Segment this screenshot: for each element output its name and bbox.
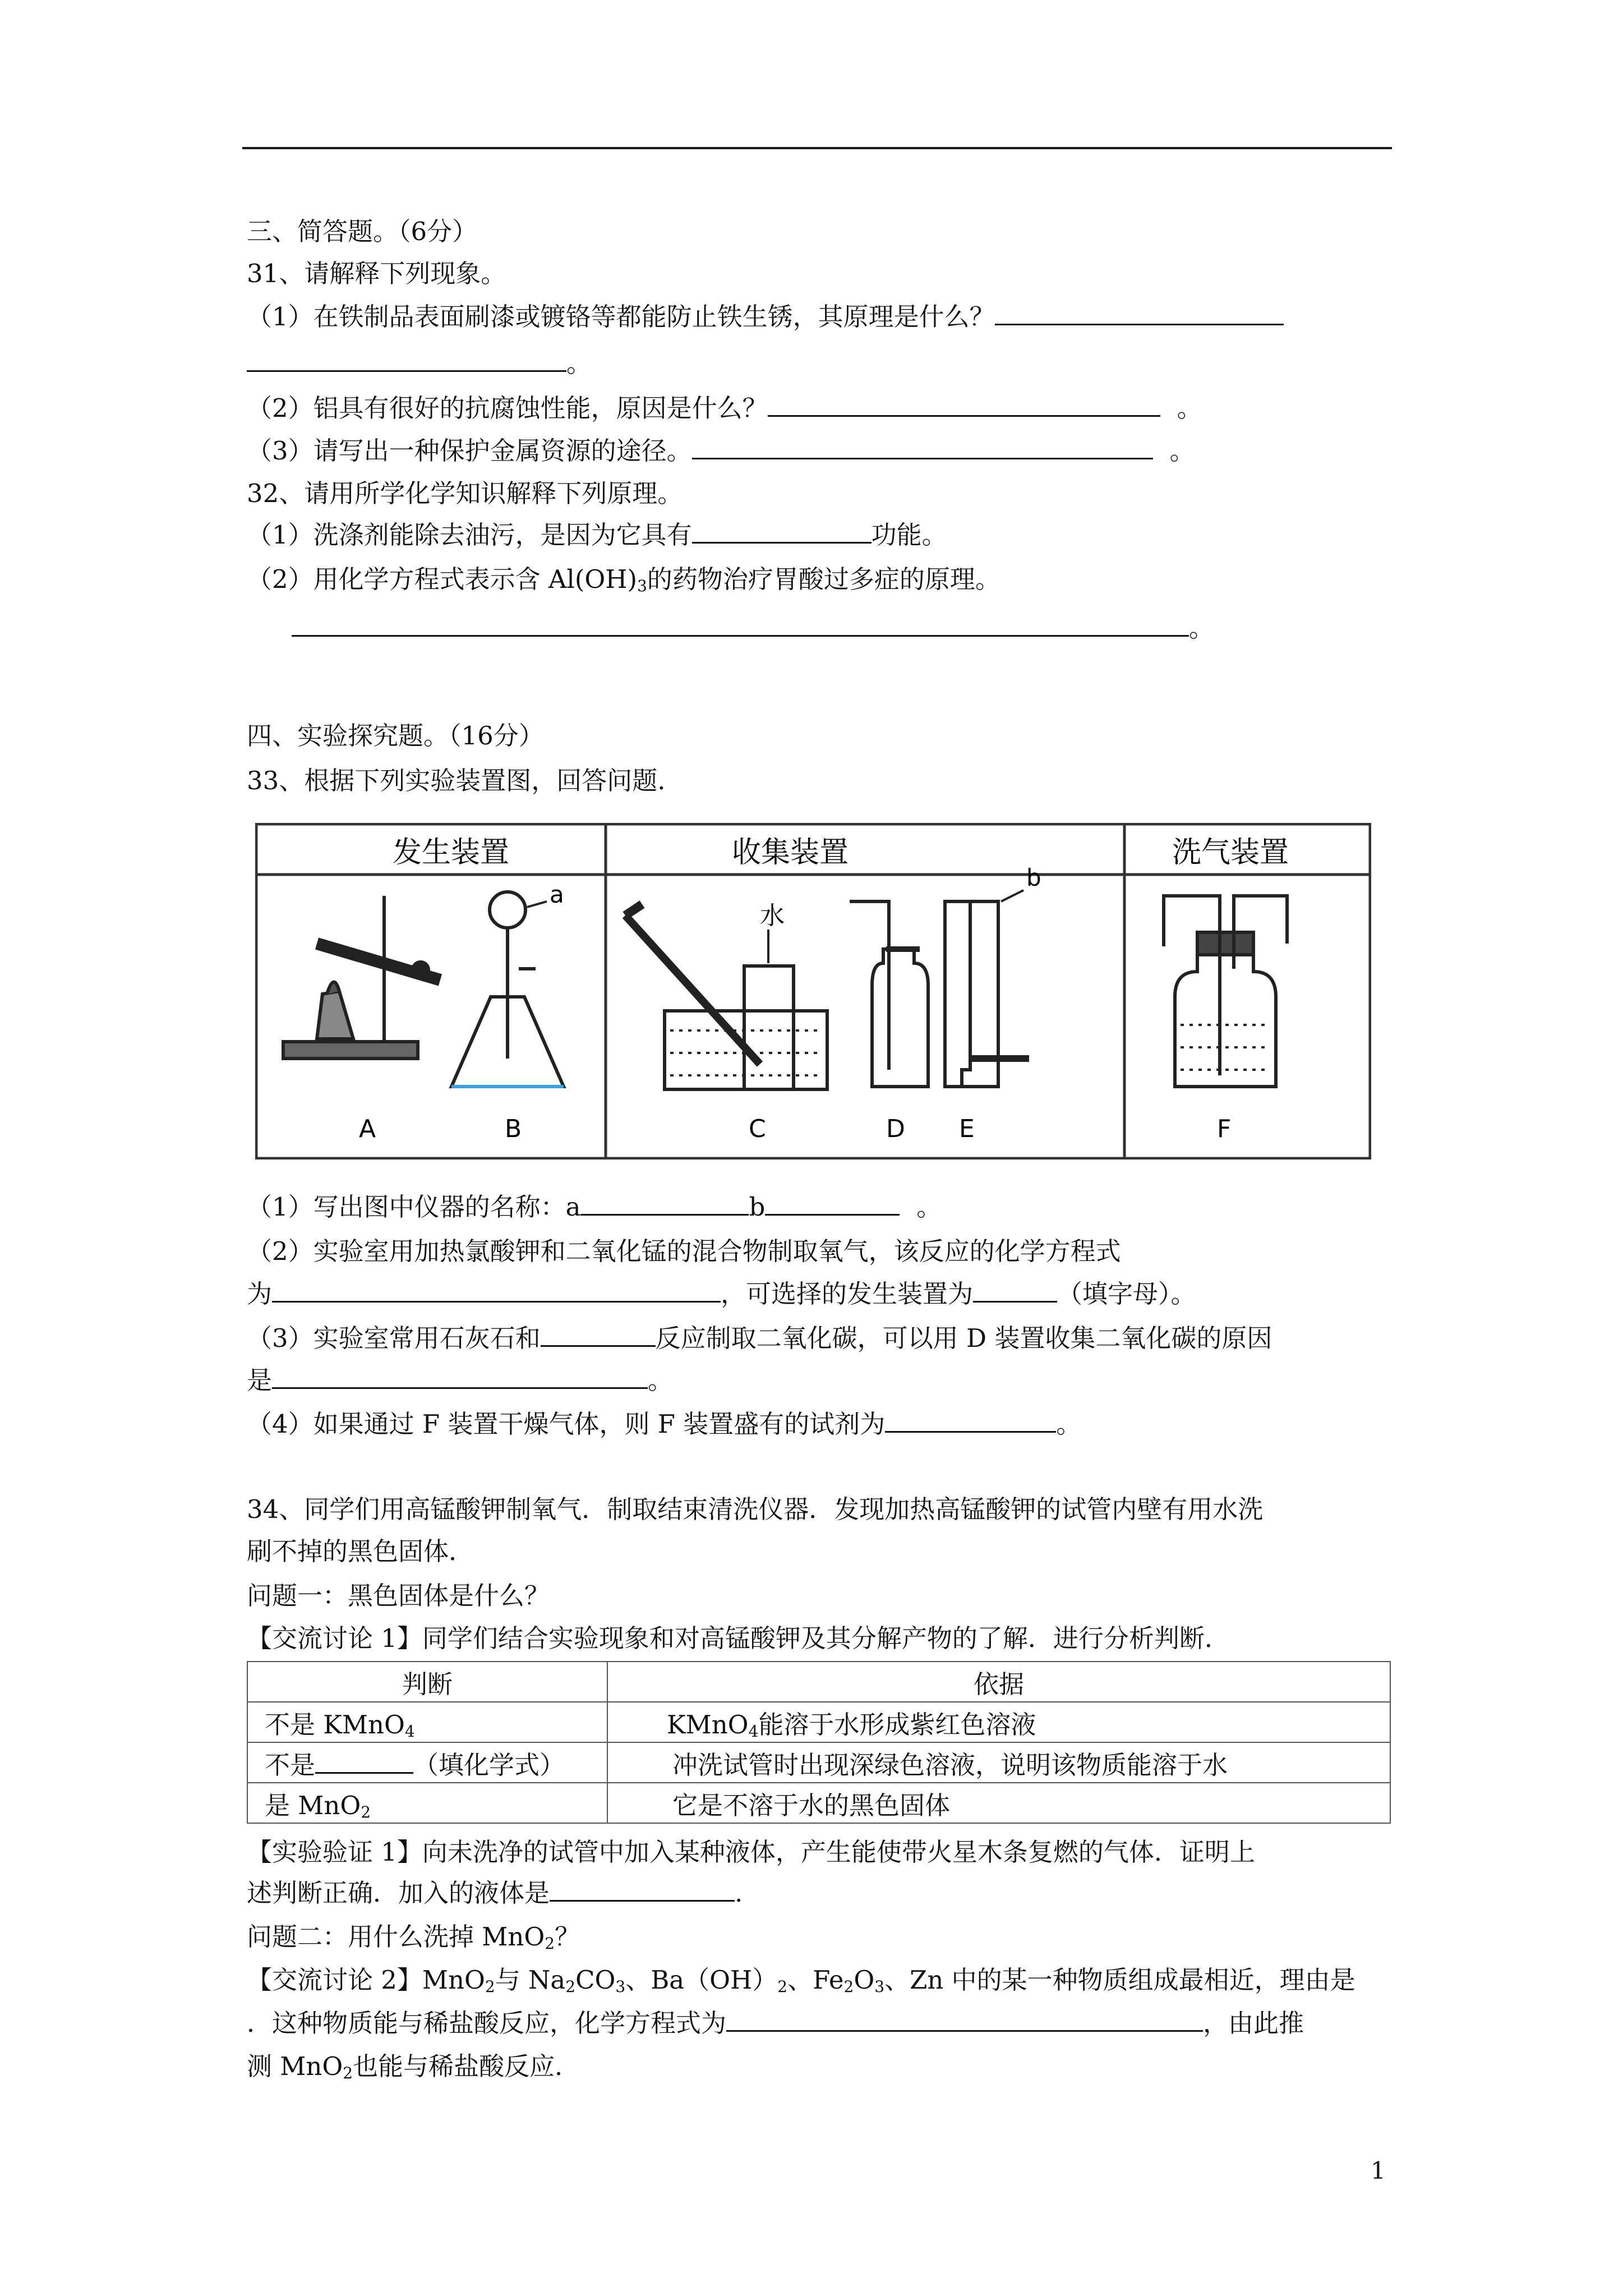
table-header-cell: 依据 — [607, 1662, 1390, 1702]
table-cell: 不是 KMnO$_4$ — [247, 1702, 607, 1742]
apparatus-figure — [255, 823, 1371, 1159]
q32-part2: （2）用化学方程式表示含 $Al(OH)_3$的药物治疗胃酸过多症的原理。 — [247, 564, 1000, 595]
answer-blank[interactable] — [692, 435, 1153, 459]
q33-part2-cont: 为 ，可选择的发生装置为 （填字母）。 — [247, 1279, 1196, 1309]
section3-heading: 三、简答题。（6分） — [247, 217, 478, 246]
answer-blank[interactable] — [995, 301, 1284, 325]
q32-stem: 32、请用所学化学知识解释下列原理。 — [247, 478, 683, 508]
caption-A: A — [359, 1115, 376, 1143]
q34-line1: 34、同学们用高锰酸钾制氧气．制取结束清洗仪器．发现加热高锰酸钾的试管内壁有用水洗 — [247, 1494, 1264, 1524]
caption-C: C — [749, 1115, 766, 1143]
section4-heading: 四、实验探究题。（16分） — [247, 721, 544, 751]
apparatus-F — [1164, 896, 1287, 1087]
q31-stem: 31、请解释下列现象。 — [247, 259, 506, 288]
label-a: a — [550, 881, 564, 908]
page-number: 1 — [1371, 2157, 1386, 2184]
label-water: 水 — [760, 901, 785, 930]
table-header-row — [247, 1662, 1390, 1702]
header-collect: 收集装置 — [732, 836, 849, 869]
header-wash: 洗气装置 — [1172, 836, 1289, 869]
answer-blank-a[interactable] — [580, 1191, 749, 1216]
apparatus-E — [945, 890, 1029, 1087]
q34-problem1: 问题一：黑色固体是什么？ — [247, 1581, 550, 1611]
table-cell: KMnO$_4$能溶于水形成紫红色溶液 — [607, 1702, 1390, 1742]
answer-blank[interactable] — [726, 2008, 1203, 2032]
answer-blank[interactable] — [973, 1278, 1057, 1303]
answer-blank[interactable] — [768, 393, 1160, 417]
answer-blank[interactable] — [692, 519, 872, 544]
caption-D: D — [886, 1115, 905, 1143]
answer-blank[interactable] — [272, 1365, 648, 1389]
caption-B: B — [505, 1115, 522, 1143]
table-row — [247, 1742, 1390, 1783]
answer-blank[interactable] — [272, 1278, 721, 1303]
answer-blank[interactable] — [315, 1750, 413, 1774]
label-b: b — [1026, 864, 1041, 891]
table-header-cell: 判断 — [247, 1662, 607, 1702]
table-row — [247, 1783, 1390, 1823]
q31-part1-cont: 。 — [247, 347, 592, 380]
q34-line2: 刷不掉的黑色固体． — [247, 1536, 474, 1566]
q31-part3: （3）请写出一种保护金属资源的途径。 。 — [247, 436, 1195, 466]
q34-verify1-line1: 【实验验证 1】向未洗净的试管中加入某种液体，产生能使带火星木条复燃的气体．证明上 — [247, 1837, 1255, 1867]
answer-blank[interactable] — [550, 1878, 735, 1902]
q34-discussion1: 【交流讨论 1】同学们结合实验现象和对高锰酸钾及其分解产物的了解．进行分析判断． — [247, 1623, 1230, 1653]
q34-discussion2-line2: ．这种物质能与稀盐酸反应，化学方程式为 ，由此推 — [247, 2008, 1304, 2038]
table-row — [247, 1702, 1390, 1742]
table-cell: 不是 （填化学式） — [247, 1742, 607, 1783]
answer-blank[interactable] — [541, 1323, 656, 1347]
apparatus-B — [451, 892, 564, 1087]
q34-discussion2-line3: 测 MnO$_2$也能与稀盐酸反应． — [247, 2051, 580, 2082]
apparatus-A — [283, 896, 440, 1059]
header-rule — [242, 147, 1392, 149]
table-cell: 它是不溶于水的黑色固体 — [607, 1783, 1390, 1823]
answer-blank[interactable] — [247, 348, 566, 372]
q31-part2: （2）铝具有很好的抗腐蚀性能，原因是什么？ 。 — [247, 393, 1202, 423]
q33-part2: （2）实验室用加热氯酸钾和二氧化锰的混合物制取氧气，该反应的化学方程式 — [247, 1236, 1121, 1266]
q33-part4: （4）如果通过 F 装置干燥气体，则 F 装置盛有的试剂为 。 — [247, 1409, 1082, 1439]
q33-part3: （3）实验室常用石灰石和 反应制取二氧化碳，可以用 D 装置收集二氧化碳的原因 — [247, 1323, 1272, 1353]
q34-discussion2-line1: 【交流讨论 2】MnO$_2$与 $Na_2CO_3$、$Ba(OH)_2$、$Fe_2O_3$、Zn 中的某一种物质组成最相近，理由是 — [247, 1965, 1355, 1996]
apparatus-C — [625, 904, 827, 1089]
table-cell: 冲洗试管时出现深绿色溶液，说明该物质能溶于水 — [607, 1742, 1390, 1783]
caption-F: F — [1217, 1115, 1232, 1143]
q33-part1: （1）写出图中仪器的名称：a b 。 — [247, 1192, 942, 1222]
q33-part3-cont: 是 。 — [247, 1365, 674, 1395]
header-generate: 发生装置 — [393, 836, 510, 869]
answer-blank[interactable] — [885, 1409, 1056, 1433]
q32-part2-answer: 。 — [292, 611, 1214, 645]
q33-stem: 33、根据下列实验装置图，回答问题. — [247, 766, 666, 795]
q34-verify1-line2: 述判断正确．加入的液体是 . — [247, 1878, 743, 1908]
table-cell: 是 MnO$_2$ — [247, 1783, 607, 1823]
answer-blank-b[interactable] — [765, 1191, 900, 1216]
q34-problem2: 问题二：用什么洗掉 MnO$_2$？ — [247, 1922, 580, 1953]
judgement-table — [247, 1661, 1391, 1824]
answer-blank[interactable] — [292, 613, 1189, 637]
q32-part1: （1）洗涤剂能除去油污，是因为它具有 功能。 — [247, 520, 947, 550]
apparatus-D — [850, 901, 928, 1087]
q31-part1: （1）在铁制品表面刷漆或镀铬等都能防止铁生锈，其原理是什么？ — [247, 300, 1284, 334]
caption-E: E — [959, 1115, 975, 1143]
